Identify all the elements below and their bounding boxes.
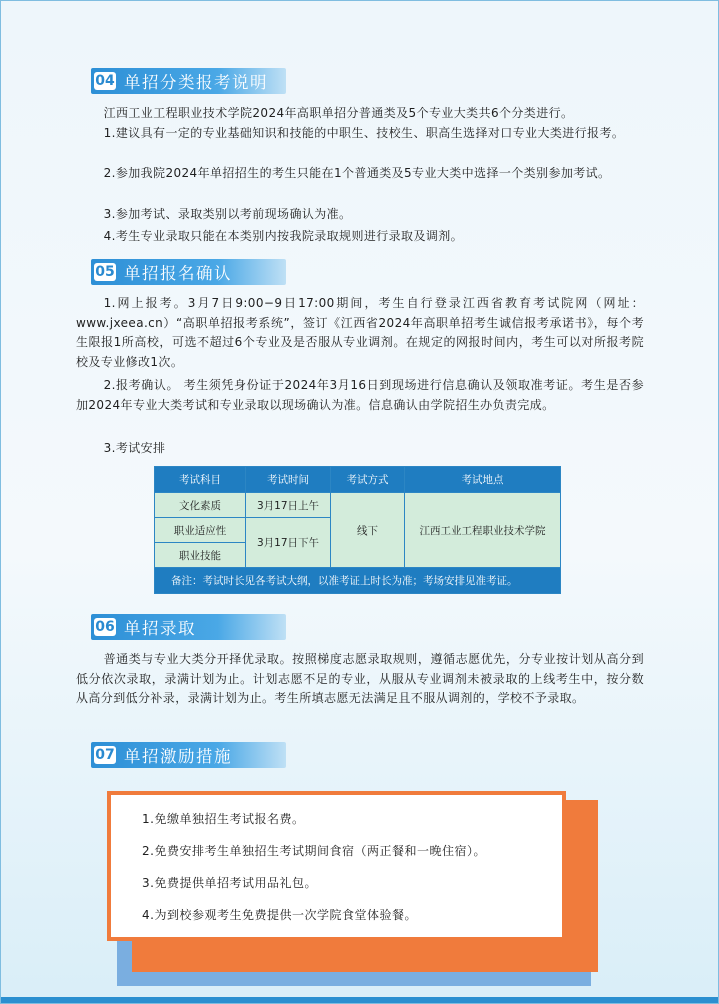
table-header: 考试方式 [331, 467, 405, 493]
paragraph: 1.建议具有一定的专业基础知识和技能的中职生、技校生、职高生选择对口专业大类进行报考。 [103, 126, 625, 140]
table-cell: 文化素质 [155, 493, 246, 518]
section-07-header [91, 742, 286, 768]
table-cell: 线下 [331, 493, 405, 568]
paragraph: 3.考试安排 [103, 441, 166, 455]
section-06-header [91, 614, 286, 640]
list-item: 2.免费安排考生单独招生考试期间食宿（两正餐和一晚住宿）。 [142, 844, 486, 858]
table-header: 考试时间 [246, 467, 331, 493]
list-item: 4.为到校参观考生免费提供一次学院食堂体验餐。 [142, 908, 417, 922]
table-header: 考试科目 [155, 467, 246, 493]
table-row [155, 493, 561, 518]
list-item: 1.免缴单独招生考试报名费。 [142, 812, 305, 826]
section-04-header [91, 68, 286, 94]
section-number: 05 [95, 264, 115, 280]
section-title: 单招激励措施 [124, 747, 232, 766]
paragraph: 江西工业工程职业技术学院2024年高职单招分普通类及5个专业大类共6个分类进行。 [103, 106, 574, 120]
exam-schedule-table [154, 466, 561, 594]
paragraph: 4.考生专业录取只能在本类别内按我院录取规则进行录取及调剂。 [103, 229, 464, 243]
section-number: 06 [95, 619, 115, 635]
paragraph: 2.参加我院2024年单招招生的考生只能在1个普通类及5专业大类中选择一个类别参加考试。 [103, 166, 611, 180]
table-note-row [155, 568, 561, 594]
section-title: 单招分类报考说明 [124, 73, 268, 92]
table-note: 备注：考试时长见各考试大纲，以准考证上时长为准；考场安排见准考证。 [155, 568, 561, 594]
list-item: 3.免费提供单招考试用品礼包。 [142, 876, 317, 890]
paragraph: 普通类与专业大类分开择优录取。按照梯度志愿录取规则，遵循志愿优先，分专业按计划从高分到低分依次录取，录满计划为止。计划志愿不足的专业，从服从专业调剂未被录取的上线考生中，按分数从高分到低分补录，录满计划为止。考生所填志愿无法满足且不服从调剂的，学校不予录取。 [76, 652, 644, 705]
section-number: 04 [95, 73, 115, 89]
paragraph: 2.报考确认。 考生须凭身份证于2024年3月16日到现场进行信息确认及领取准考证。考生是否参加2024年专业大类考试和专业录取以现场确认为准。信息确认由学院招生办负责完成。 [76, 378, 644, 412]
table-cell: 3月17日下午 [246, 518, 331, 568]
paragraph: 3.参加考试、录取类别以考前现场确认为准。 [103, 207, 352, 221]
section-05-header [91, 259, 286, 285]
table-header-row [155, 467, 561, 493]
table-cell: 江西工业工程职业技术学院 [405, 493, 561, 568]
section-title: 单招报名确认 [124, 264, 232, 283]
table-cell: 职业技能 [155, 543, 246, 568]
section-title: 单招录取 [124, 619, 196, 638]
section-number: 07 [95, 747, 115, 763]
table-cell: 3月17日上午 [246, 493, 331, 518]
table-cell: 职业适应性 [155, 518, 246, 543]
table-header: 考试地点 [405, 467, 561, 493]
paragraph: 1.网上报考。3月7日9:00−9日17:00期间，考生自行登录江西省教育考试院网（网址：www.jxeea.cn）“高职单招报考系统”，签订《江西省2024年高职单招考生诚信报考承诺书》，每个考生限报1所高校，可选不超过6个专业及是否服从专业调剂。在规定的网报时间内，考生可以对所报考院校及专业修改1次。 [76, 296, 644, 369]
